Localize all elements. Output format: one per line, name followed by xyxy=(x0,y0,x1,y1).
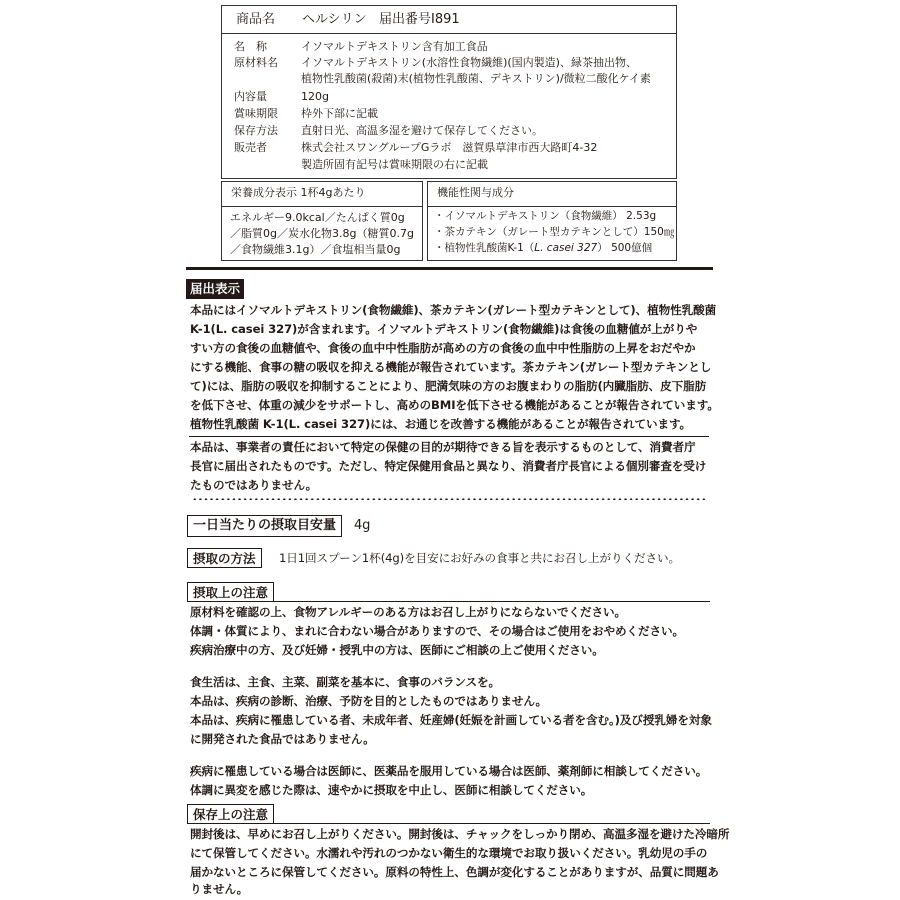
info-row-value: 植物性乳酸菌(殺菌)末(植物性乳酸菌、デキストリン)/微粒二酸化ケイ素 xyxy=(301,72,651,85)
info-row-value: イソマルトデキストリン含有加工食品 xyxy=(301,40,488,53)
notification-line: を低下させ、体重の減少をサポートし、高めのBMIを低下させる機能があることが報告されています。 xyxy=(190,398,719,412)
lactic-suffix: ） 500億個 xyxy=(597,242,653,254)
functional-ingredients-box xyxy=(427,181,677,261)
precaution-line: 体調に異変を感じた際は、速やかに摂取を中止し、医師に相談してください。 xyxy=(190,783,593,797)
notification-tag: 届出表示 xyxy=(186,279,244,299)
precaution-line: 本品は、疾病の診断、治療、予防を目的としたものではありません。 xyxy=(190,694,548,708)
functional-line: ・茶カテキン（ガレート型カテキンとして）150㎎ xyxy=(434,226,675,238)
info-row-label: 原材料名 xyxy=(234,56,278,69)
product-name: ヘルシリン xyxy=(302,12,367,27)
functional-ingredients-title: 機能性関与成分 xyxy=(437,186,514,199)
info-row-label: 保存方法 xyxy=(234,124,278,137)
functional-line xyxy=(434,241,652,256)
functional-line: ・イソマルトデキストリン（食物繊維） 2.53g xyxy=(434,210,657,222)
info-row-value: 120g xyxy=(301,90,329,103)
storage-tag: 保存上の注意 xyxy=(187,804,274,824)
functional-ingredients-header xyxy=(428,182,676,207)
precaution-line: 疾病に罹患している場合は医師に、医薬品を服用している場合は医師、薬剤師に相談してください。 xyxy=(190,764,708,778)
notification-line: 植物性乳酸菌 K-1(L. casei 327)には、お通じを改善する機能があることが報告されています。 xyxy=(190,417,692,431)
notification-line: すい方の食後の血糖値や、食後の血中中性脂肪が高めの方の食後の血中中性脂肪の上昇をおだやか xyxy=(190,341,696,355)
notification-number: 届出番号I891 xyxy=(379,12,460,27)
disclaimer-line: たものではありません。 xyxy=(190,478,318,492)
nutrition-line: ／食物繊維3.1g）／食塩相当量0g xyxy=(230,243,401,256)
storage-line: 開封後は、早めにお召し上がりください。開封後は、チャックをしっかり閉め、高温多湿を避けた冷暗所 xyxy=(190,827,730,841)
storage-underline xyxy=(189,823,710,824)
info-row-value: 枠外下部に記載 xyxy=(301,107,378,120)
dotted-divider xyxy=(192,498,706,500)
precautions-tag: 摂取上の注意 xyxy=(187,582,274,602)
notification-line: にする機能、食事の糖の吸収を抑える機能が報告されています。茶カテキン(ガレート型カテキンとし xyxy=(190,360,712,374)
info-row-label: 内容量 xyxy=(234,90,267,103)
lactic-prefix: ・植物性乳酸菌K-1（ xyxy=(434,242,535,254)
section-divider xyxy=(186,267,713,270)
precaution-line: 疾病治療中の方、及び妊婦・授乳中の方は、医師にご相談の上ご使用ください。 xyxy=(190,643,604,657)
info-row-label: 賞味期限 xyxy=(234,107,278,120)
daily-intake-value: 4g xyxy=(354,518,371,533)
storage-line: りません。 xyxy=(190,882,249,896)
precaution-line: に開発された食品ではありません。 xyxy=(190,732,375,746)
precaution-line: 食生活は、主食、主菜、副菜を基本に、食事のバランスを。 xyxy=(190,675,500,689)
storage-line: にて保管してください。水濡れや汚れのつかない衛生的な環境でお取り扱いください。乳幼児の手の xyxy=(190,846,708,860)
nutrition-line: エネルギー9.0kcal／たんぱく質0g xyxy=(230,211,405,224)
info-row-value: 直射日光、高温多湿を避けて保存してください。 xyxy=(301,124,543,137)
info-row-value: 製造所固有記号は賞味期限の右に記載 xyxy=(301,158,488,171)
info-row-label: 名 称 xyxy=(234,40,267,53)
nutrition-facts-header xyxy=(222,182,422,207)
how-to-tag: 摂取の方法 xyxy=(187,548,262,568)
lactic-strain: L. casei 327 xyxy=(534,242,598,254)
daily-intake-tag: 一日当たりの摂取目安量 xyxy=(187,515,342,537)
precautions-underline xyxy=(189,601,710,602)
product-info-header xyxy=(222,6,676,34)
notification-line: て)には、脂肪の吸収を抑制することにより、肥満気味の方のお腹まわりの脂肪(内臓脂肪、皮下脂肪 xyxy=(190,379,707,393)
nutrition-facts-box xyxy=(221,181,423,261)
info-row-value: イソマルトデキストリン(水溶性食物繊維)(国内製造)、緑茶抽出物、 xyxy=(301,56,637,69)
precaution-line: 原材料を確認の上、食物アレルギーのある方はお召し上がりにならないでください。 xyxy=(190,605,627,619)
product-info-table xyxy=(221,5,677,179)
nutrition-facts-title: 栄養成分表示 1杯4gあたり xyxy=(231,186,366,199)
storage-line: 届かないところに保管してください。原料の特性上、色調が変化することがありますが、品質に問題あ xyxy=(190,865,719,879)
divider-line xyxy=(189,436,709,437)
precaution-line: 体調・体質により、まれに合わない場合がありますので、その場合はご使用をおやめください。 xyxy=(190,624,685,638)
nutrition-line: ／脂質0g／炭水化物3.8g（糖質0.7g xyxy=(230,227,414,240)
info-row-value: 株式会社スワングループGラボ 滋賀県草津市西大路町4-32 xyxy=(301,141,598,154)
precaution-line: 本品は、疾病に罹患している者、未成年者、妊産婦(妊娠を計画している者を含む。)及び授乳婦を対象 xyxy=(190,713,712,727)
info-row-label: 販売者 xyxy=(234,141,267,154)
notification-line: K-1(L. casei 327)が含まれます。イソマルトデキストリン(食物繊維)は食後の血糖値が上がりや xyxy=(190,322,698,336)
product-name-label: 商品名 xyxy=(236,12,276,27)
disclaimer-line: 長官に届出されたものです。ただし、特定保健用食品と異なり、消費者庁長官による個別審査を受け xyxy=(190,459,707,473)
disclaimer-line: 本品は、事業者の責任において特定の保健の目的が期待できる旨を表示するものとして、消費者庁 xyxy=(190,440,696,454)
how-to-text: 1日1回スプーン1杯(4g)を目安にお好みの食事と共にお召し上がりください。 xyxy=(279,551,680,565)
notification-line: 本品にはイソマルトデキストリン(食物繊維)、茶カテキン(ガレート型カテキンとして)、植物性乳酸菌 xyxy=(190,303,717,317)
